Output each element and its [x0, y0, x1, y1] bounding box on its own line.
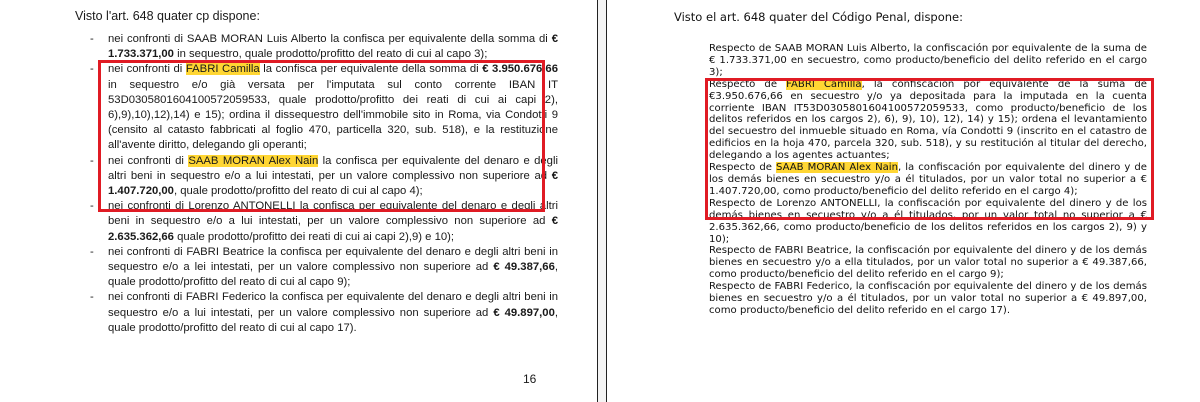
- highlighted-name: FABRI Camilla: [786, 78, 862, 90]
- dash-bullet: -: [90, 200, 94, 213]
- dash-bullet: -: [90, 154, 94, 167]
- dash-bullet: -: [90, 63, 94, 76]
- italian-item-fabri-beatrice: - nei confronti di FABRI Beatrice la confisca per equivalente del denaro e degli altri beni in sequestro e/o a lei intestati, per un valore complessivo non superiore ad € 49.387,66, quale prodotto/profitto del reato di cui al capo 9);: [90, 245, 558, 289]
- spanish-heading: Visto el art. 648 quater del Código Penal, dispone:: [674, 10, 964, 24]
- italian-item-fabri-federico: - nei confronti di FABRI Federico la confisca per equivalente del denaro e degli altri beni in sequestro e/o a lui intestati, per un valore complessivo non superiore ad € 49.897,00, quale prodotto/profitto del reato di cui al capo 17).: [90, 291, 558, 334]
- italian-item-saab-alex: - nei confronti di SAAB MORAN Alex Nain la confisca per equivalente del denaro e degli altri beni in sequestro e/o a lui intestati, per un valore complessivo non superiore ad € 1.407.720,00, quale prodotto/profitto del reato di cui al capo 4);: [90, 154, 558, 198]
- italian-item-antonelli: - nei confronti di Lorenzo ANTONELLI la confisca per equivalente del denaro e degli altri beni in sequestro e/o a lui intestati, per un valore complessivo non superiore ad € 2.635.362,66 quale prodotto/profitto dei reati di cui ai capi 2),9) e 10);: [90, 200, 558, 243]
- spanish-item-saab-luis: Respecto de SAAB MORAN Luis Alberto, la confiscación por equivalente de la suma de € 1.733.371,00 en secuestro, como producto/beneficio del delito referido en el cargo 3);: [709, 43, 1147, 78]
- spanish-item-antonelli: Respecto de Lorenzo ANTONELLI, la confiscación por equivalente del dinero y de los demás bienes en secuestro y/o a él titulados, por un valor total no superior a € 2.635.362,66, como producto/beneficio de los delitos referidos en los cargos 2), 9) y 10);: [709, 197, 1147, 245]
- dash-bullet: -: [90, 33, 94, 45]
- italian-page: [0, 0, 597, 402]
- highlighted-name: FABRI Camilla: [185, 63, 260, 76]
- page-number: 16: [523, 372, 537, 386]
- italian-item-list: [90, 32, 558, 336]
- page-divider: [597, 0, 607, 402]
- spanish-item-list: [709, 43, 1147, 317]
- spanish-item-fabri-camilla: Respecto de FABRI Camilla, la confiscación por equivalente de la suma de €3.950.676,66 en secuestro y/o ya depositada para la imputada en la cuenta corriente IBAN IT53D0305801604100572059533, como producto/beneficio de los delitos referidos en los cargos 2), 6), 9), 10), 12), 14) y 15); ordena el levantamiento del secuestro del inmueble situado en Roma, vía Condotti 9 (inscrito en el catastro de edificios en la hoja 470, parcela 320, sub. 518), y su restitución al titular del derecho, delegando a los agentes actuantes;: [709, 78, 1147, 162]
- spanish-item-fabri-beatrice: Respecto de FABRI Beatrice, la confiscación por equivalente del dinero y de los demás bienes en secuestro y/o a ella titulados, por un valor total no superior a € 49.387,66, como producto/beneficio del delito referido en el cargo 9);: [709, 245, 1147, 281]
- spanish-item-saab-alex: Respecto de SAAB MORAN Alex Nain, la confiscación por equivalente del dinero y de los demás bienes en secuestro y/o a él titulados, por un valor total no superior a € 1.407.720,00, como producto/beneficio del delito referido en el cargo 4);: [709, 162, 1147, 197]
- highlighted-name: SAAB MORAN Alex Nain: [188, 154, 319, 167]
- italian-heading: Visto l'art. 648 quater cp dispone:: [75, 9, 260, 23]
- italian-item-fabri-camilla: - nei confronti di FABRI Camilla la confisca per equivalente della somma di € 3.950.676,66 in sequestro e/o già versata per l'imputata sul conto corrente IBAN IT 53D0305801604100572059533, quale prodotto/profitto dei reati di cui ai capi 2), 6),9),10),12),14) e 15); ordina il dissequestro dell'immobile sito in Roma, via Condotti 9 (censito al catasto fabbricati al foglio 470, particella 320, sub. 518), e la restituzione all'avente diritto, delegando gli operanti;: [90, 63, 558, 152]
- highlighted-name: SAAB MORAN Alex Nain: [775, 162, 899, 174]
- italian-item-saab-luis: - nei confronti di SAAB MORAN Luis Alberto la confisca per equivalente della somma di € 1.733.371,00 in sequestro, quale prodotto/profitto del reato di cui al capo 3);: [90, 33, 558, 61]
- spanish-item-fabri-federico: Respecto de FABRI Federico, la confiscación por equivalente del dinero y de los demás bienes en secuestro y/o a él titulados, por un valor total no superior a € 49.897,00, como producto/beneficio del delito referido en el cargo 17).: [709, 281, 1147, 316]
- spanish-page: [607, 0, 1200, 402]
- dash-bullet: -: [90, 291, 94, 304]
- dash-bullet: -: [90, 245, 94, 258]
